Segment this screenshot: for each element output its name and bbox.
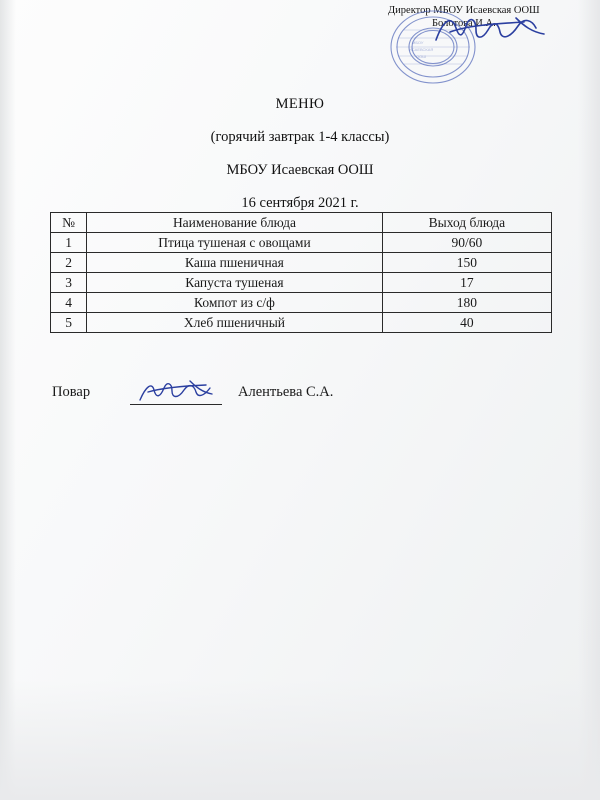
- cell-portion: 90/60: [382, 233, 551, 253]
- table-row: [51, 313, 552, 333]
- cell-dish: Компот из с/ф: [87, 293, 383, 313]
- subtitle-date: 16 сентября 2021 г.: [241, 195, 359, 211]
- cook-person-name: Алентьева С.А.: [238, 384, 334, 400]
- menu-table-container: [50, 212, 552, 333]
- cell-dish: Капуста тушеная: [87, 273, 383, 293]
- cell-dish: Каша пшеничная: [87, 253, 383, 273]
- page-title: МЕНЮ: [275, 96, 325, 112]
- table-head: [51, 213, 552, 233]
- menu-table: [50, 212, 552, 333]
- svg-text:ООШ: ООШ: [416, 54, 426, 59]
- svg-text:МБОУ: МБОУ: [412, 40, 424, 45]
- paper-edge-shadow-bottom: [0, 680, 600, 800]
- signature-line: [130, 404, 222, 405]
- table-header-number: №: [51, 213, 87, 233]
- approval-block: [388, 4, 588, 30]
- table-row: [51, 273, 552, 293]
- cell-portion: 180: [382, 293, 551, 313]
- cook-signature-row: [52, 378, 452, 408]
- svg-text:ИСАЕВСКАЯ: ИСАЕВСКАЯ: [409, 47, 434, 52]
- subtitle-school: МБОУ Исаевская ООШ: [226, 162, 374, 178]
- cell-number: 4: [51, 293, 87, 313]
- cell-portion: 150: [382, 253, 551, 273]
- table-row: [51, 293, 552, 313]
- table-header-row: [51, 213, 552, 233]
- approval-line-director: Директор МБОУ Исаевская ООШ: [388, 5, 540, 16]
- cell-portion: 40: [382, 313, 551, 333]
- approval-line-name: Болотова И.А.: [432, 18, 496, 29]
- cell-number: 3: [51, 273, 87, 293]
- table-header-portion: Выход блюда: [382, 213, 551, 233]
- subtitle-meal-type: (горячий завтрак 1-4 классы): [210, 129, 390, 145]
- cell-dish: Птица тушеная с овощами: [87, 233, 383, 253]
- cell-portion: 17: [382, 273, 551, 293]
- cook-role-label: Повар: [52, 384, 91, 400]
- document-titles: [0, 96, 600, 228]
- cook-signature-icon: [134, 376, 220, 406]
- cell-number: 2: [51, 253, 87, 273]
- cell-number: 5: [51, 313, 87, 333]
- cell-dish: Хлеб пшеничный: [87, 313, 383, 333]
- cell-number: 1: [51, 233, 87, 253]
- table-body: [51, 233, 552, 333]
- table-header-dish: Наименование блюда: [87, 213, 383, 233]
- table-row: [51, 253, 552, 273]
- table-row: [51, 233, 552, 253]
